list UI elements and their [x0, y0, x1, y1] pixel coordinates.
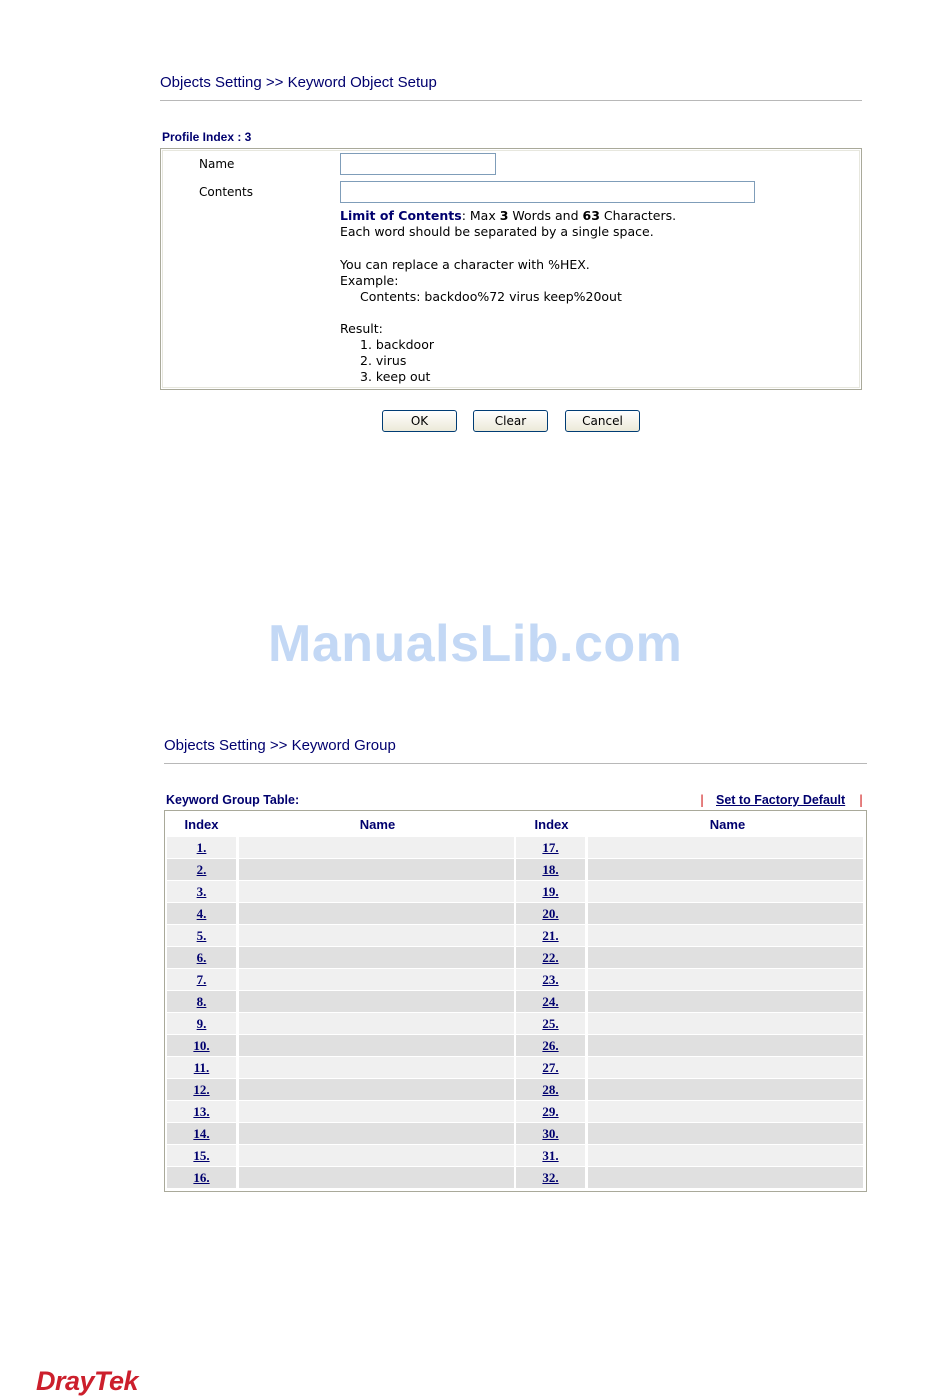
index-link[interactable]: 24.: [516, 991, 585, 1012]
index-link[interactable]: 14.: [167, 1123, 236, 1144]
contents-label: Contents: [199, 185, 253, 199]
draytek-logo: [36, 1366, 138, 1397]
limit-chars: 63: [582, 208, 600, 223]
index-link[interactable]: 15.: [167, 1145, 236, 1166]
help-separator-text: Each word should be separated by a single space.: [340, 224, 654, 239]
name-cell: [588, 969, 863, 990]
name-cell: [239, 947, 514, 968]
index-link[interactable]: 31.: [516, 1145, 585, 1166]
name-cell: [239, 1035, 514, 1056]
index-link[interactable]: 21.: [516, 925, 585, 946]
page-title: Objects Setting >> Keyword Object Setup: [160, 74, 437, 91]
name-header: Name: [359, 817, 396, 832]
index-link[interactable]: 13.: [167, 1101, 236, 1122]
name-cell: [588, 1057, 863, 1078]
cancel-button[interactable]: Cancel: [565, 410, 640, 432]
index-link[interactable]: 32.: [516, 1167, 585, 1188]
limit-part3: Characters.: [599, 208, 677, 223]
limit-title: Limit of Contents: [340, 208, 462, 223]
logo-part1: Dray: [36, 1366, 95, 1396]
title-divider: [160, 100, 862, 101]
name-cell: [588, 881, 863, 902]
index-header: Index: [534, 817, 569, 832]
name-cell: [239, 969, 514, 990]
name-cell: [588, 1167, 863, 1188]
index-link[interactable]: 25.: [516, 1013, 585, 1034]
index-link[interactable]: 12.: [167, 1079, 236, 1100]
index-link[interactable]: 29.: [516, 1101, 585, 1122]
name-cell: [239, 1079, 514, 1100]
name-cell: [239, 859, 514, 880]
name-cell: [588, 859, 863, 880]
name-input[interactable]: [340, 153, 496, 175]
group-title-divider: [164, 763, 867, 764]
name-cell: [239, 1101, 514, 1122]
ok-button[interactable]: OK: [382, 410, 457, 432]
set-to-factory-default-link[interactable]: Set to Factory Default: [716, 793, 846, 807]
keyword-group-table: [164, 810, 867, 1192]
help-hex-text: You can replace a character with %HEX.: [340, 257, 590, 272]
name-cell: [588, 925, 863, 946]
logo-part2: Tek: [94, 1366, 139, 1396]
help-result-label: Result:: [340, 321, 383, 336]
name-cell: [588, 1123, 863, 1144]
name-cell: [239, 1123, 514, 1144]
help-result-item: 1. backdoor: [360, 337, 434, 352]
index-link[interactable]: 19.: [516, 881, 585, 902]
index-link[interactable]: 3.: [167, 881, 236, 902]
name-label: Name: [199, 157, 235, 171]
name-cell: [239, 925, 514, 946]
name-cell: [239, 1013, 514, 1034]
name-cell: [588, 1035, 863, 1056]
name-cell: [588, 991, 863, 1012]
index-link[interactable]: 16.: [167, 1167, 236, 1188]
index-link[interactable]: 4.: [167, 903, 236, 924]
index-link[interactable]: 7.: [167, 969, 236, 990]
help-example-contents: Contents: backdoo%72 virus keep%20out: [360, 289, 622, 304]
index-link[interactable]: 6.: [167, 947, 236, 968]
name-cell: [239, 881, 514, 902]
contents-input[interactable]: [340, 181, 755, 203]
index-link[interactable]: 18.: [516, 859, 585, 880]
index-link[interactable]: 5.: [167, 925, 236, 946]
index-link[interactable]: 2.: [167, 859, 236, 880]
limit-text: [340, 208, 676, 224]
watermark: ManualsLib.com: [268, 615, 683, 673]
name-cell: [588, 1013, 863, 1034]
index-link[interactable]: 1.: [167, 837, 236, 858]
limit-part2: Words and: [508, 208, 583, 223]
name-cell: [588, 903, 863, 924]
index-link[interactable]: 17.: [516, 837, 585, 858]
help-result-item: 3. keep out: [360, 369, 431, 384]
link-separator: |: [859, 793, 864, 807]
limit-words: 3: [499, 208, 509, 223]
index-link[interactable]: 30.: [516, 1123, 585, 1144]
name-header: Name: [709, 817, 746, 832]
index-link[interactable]: 26.: [516, 1035, 585, 1056]
limit-part1: : Max: [461, 208, 500, 223]
index-link[interactable]: 23.: [516, 969, 585, 990]
index-header: Index: [184, 817, 219, 832]
index-link[interactable]: 11.: [167, 1057, 236, 1078]
name-cell: [588, 947, 863, 968]
name-cell: [239, 903, 514, 924]
index-link[interactable]: 8.: [167, 991, 236, 1012]
name-cell: [239, 837, 514, 858]
profile-index-label: Profile Index : 3: [162, 130, 252, 144]
index-link[interactable]: 28.: [516, 1079, 585, 1100]
index-link[interactable]: 20.: [516, 903, 585, 924]
index-link[interactable]: 9.: [167, 1013, 236, 1034]
name-cell: [588, 1101, 863, 1122]
clear-button[interactable]: Clear: [473, 410, 548, 432]
group-page-title: Objects Setting >> Keyword Group: [164, 737, 396, 754]
name-cell: [588, 1145, 863, 1166]
name-cell: [239, 1145, 514, 1166]
index-link[interactable]: 27.: [516, 1057, 585, 1078]
index-link[interactable]: 22.: [516, 947, 585, 968]
name-cell: [588, 837, 863, 858]
name-cell: [239, 1167, 514, 1188]
help-example-label: Example:: [340, 273, 399, 288]
help-result-item: 2. virus: [360, 353, 407, 368]
name-cell: [588, 1079, 863, 1100]
link-separator: |: [700, 793, 705, 807]
name-cell: [239, 991, 514, 1012]
keyword-group-table-label: Keyword Group Table:: [166, 793, 300, 807]
name-cell: [239, 1057, 514, 1078]
index-link[interactable]: 10.: [167, 1035, 236, 1056]
